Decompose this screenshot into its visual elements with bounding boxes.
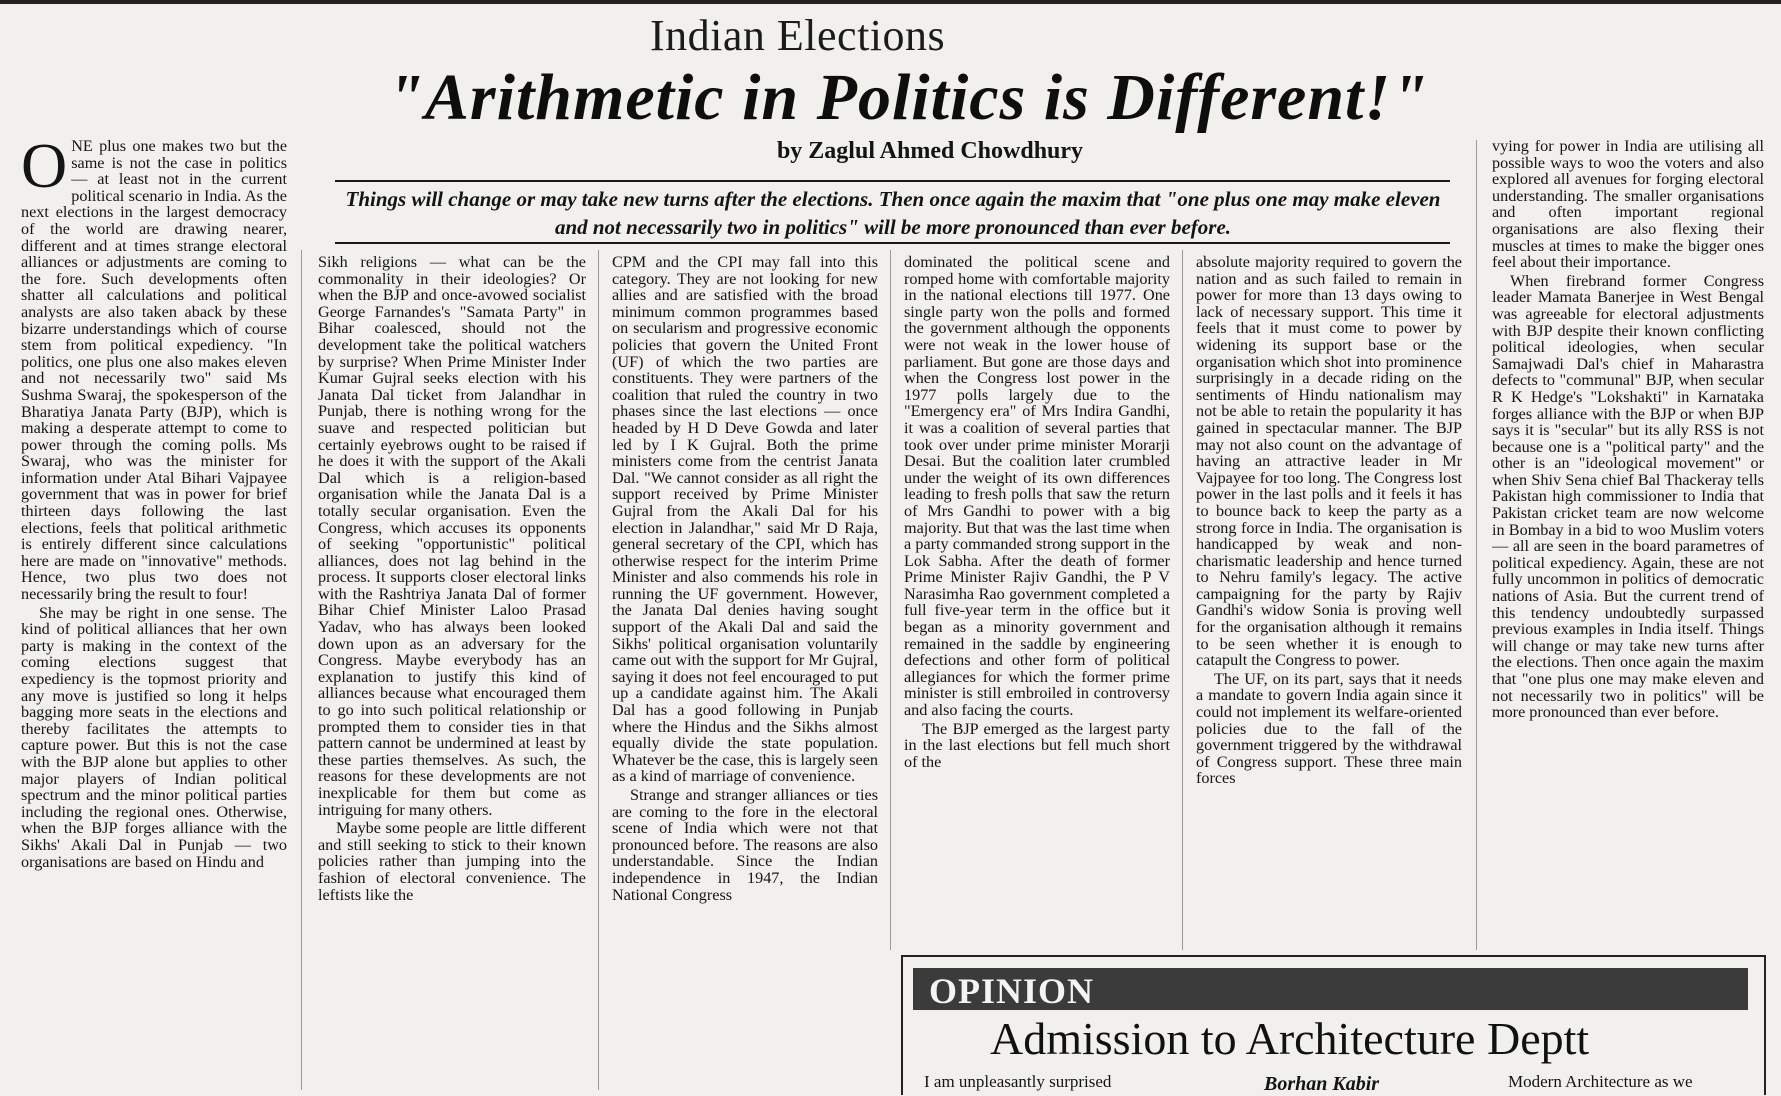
dropcap: O — [21, 138, 68, 201]
opinion-label: OPINION — [929, 971, 1095, 1011]
deck-summary: Things will change or may take new turns after the elections. Then once again the maxim that "one plus one may make eleven and not necessarily two in politics" will be more pronounced than ever before. — [345, 187, 1441, 239]
opinion-text-right: Modern Architecture as we — [1508, 1072, 1693, 1091]
column-1-paragraph: She may be right in one sense. The kind of political alliances that her own party is making in the context of the coming elections suggest that expediency is the topmost priority and any move is justified so long it helps bagging more seats in the elections and thereby facilitates the attempts to capture power. But this is not the case with the BJP alone but applies to other major players of Indian political spectrum and the minor political parties including the regional ones. Otherwise, when the BJP forges alliance with the Sikhs' Akali Dal in Punjab — two organisations are based on Hindu and — [21, 603, 287, 871]
column-1-paragraph-1-text: NE plus one makes two but the same is not the case in politics — at least not in the current political scenario in India. As the next elections in the largest democracy of the world are drawing nearer, different and at times strange electoral alliances or adjustments are coming to the fore. Such developments often shatter all calculations and political analysts are also taken aback by these bizarre understandings which of course stem from political expediency. "In politics, one plus one also makes eleven and not necessarily two" said Ms Sushma Swaraj, the spokesperson of the Bharatiya Janata Party (BJP), which is making a desperate attempt to come to power through the coming polls. Ms Swaraj, who was the minister for information under Atal Bihari Vajpayee government that was in power for brief thirteen days following the last elections, feels that political arithmetic is entirely different since calculations here are made on "innovative" methods. Hence, two plus two does not necessarily bring the result to four! — [21, 138, 287, 604]
opinion-banner — [913, 968, 1748, 1010]
column-2-paragraph: Sikh religions — what can be the commonality in their ideologies? Or when the BJP and once-avowed socialist George Farnandes's "Samata Party" in Bihar coalesced, should not the development take the political watchers by surprise? When Prime Minister Inder Kumar Gujral seeks election with his Janata Dal ticket from Jalandhar in Punjab, there is nothing wrong for the suave and respected politician but certainly eyebrows ought to be raised if he does it with the support of the Akali Dal which is a religion-based organisation while the Janata Dal is a totally secular organisation. Even the Congress, which accuses its opponents of seeking "opportunistic" political alliances, does not lag behind in the process. It supports closer electoral links with the Rashtriya Janata Dal of former Bihar Chief Minister Laloo Prasad Yadav, who has always been looked down upon as an adversary for the Congress. Maybe everybody has an explanation to justify this kind of alliances because what encouraged them to go into such political relationship or prompted them to consider ties in that pattern cannot be undermined at least by these parties themselves. As such, the reasons for these developments are not inexplicable for them but come as intriguing for many others. — [318, 254, 586, 819]
section-kicker: Indian Elections — [650, 11, 946, 60]
column-divider — [1182, 250, 1183, 950]
column-4-paragraph: dominated the political scene and romped home with comfortable majority in the national elections till 1977. One single party won the polls and formed the government although the opponents were not weak in the lower house of parliament. But gone are those days and when the Congress lost power in the 1977 polls largely due to the "Emergency era" of Mrs Indira Gandhi, it was a coalition of several parties that took over under prime minister Morarji Desai. But the coalition later crumbled under the weight of its own differences leading to fresh polls that saw the return of Mrs Gandhi to power with a big majority. But that was the last time when a party commanded strong support in the Lok Sabha. After the death of former Prime Minister Rajiv Gandhi, the P V Narasimha Rao government completed a full five-year term in the office but it began as a minority government and remained in the saddle by engineering defections and other form of political allegiances for which the former prime minister is still embroiled in controversy and also facing the courts. — [904, 254, 1170, 720]
top-rule — [0, 0, 1781, 4]
deck-rule-bottom — [335, 242, 1450, 244]
headline: "Arithmetic in Politics is Different!" — [387, 61, 1429, 134]
column-6-paragraph: vying for power in India are utilising all possible ways to woo the voters and also explored all avenues for forging electoral understanding. The smaller organisations and often important regional organisations are also flexing their muscles at times to make the bigger ones feel about their importance. — [1492, 138, 1764, 272]
column-2-paragraph: Maybe some people are little different and still seeking to stick to their known policies rather than jumping into the fashion of electoral convenience. The leftists like the — [318, 819, 586, 904]
opinion-title: Admission to Architecture Deptt — [990, 1013, 1590, 1064]
column-3-paragraph: CPM and the CPI may fall into this category. They are not looking for new allies and are satisfied with the broad minimum common programmes based on secularism and progressive economic policies that govern the United Front (UF) of which the two parties are constituents. They were partners of the coalition that ruled the country in two phases since the last elections — once headed by H D Deve Gowda and later led by I K Gujral. Both the prime ministers come from the centrist Janata Dal. "We cannot consider as all right the support received by Prime Minister Gujral from the Akali Dal for his election in Jalandhar," said Mr D Raja, general secretary of the CPI, which has otherwise respect for the interim Prime Minister and also commends his role in running the UF government. However, the Janata Dal denies having sought support of the Akali Dal and said the Sikhs' political organisation voluntarily came out with the support for Mr Gujral, saying it does not feel encouraged to put up a candidate against him. The Akali Dal has a good following in Punjab where the Hindus and the Sikhs almost equally divide the state population. Whatever be the case, this is largely seen as a kind of marriage of convenience. — [612, 254, 878, 786]
article-column-6 — [1492, 138, 1764, 948]
column-divider — [598, 250, 599, 1090]
column-4-paragraph: The BJP emerged as the largest party in the last elections but fell much short of the — [904, 719, 1170, 771]
opinion-text-left: I am unpleasantly surprised — [924, 1072, 1112, 1091]
column-5-paragraph: absolute majority required to govern the nation and as such failed to remain in power for more than 13 days owing to lack of necessary support. This time it feels that it must come to power by widening its support base or the organisation which shot into prominence surprisingly in a decade riding on the sentiments of Hindu nationalism may not be able to retain the popularity it has gained in spectacular manner. The BJP may not also count on the advantage of having an attractive leader in Mr Vajpayee for too long. The Congress lost power in the last polls and it feels it has to bounce back to keep the party as a strong force in India. The organisation is handicapped by weak and non-charismatic leadership and hence turned to Nehru family's legacy. The active campaigning for the party by Rajiv Gandhi's widow Sonia is proving well for the organisation although it remains to be seen whether it is enough to catapult the Congress to power. — [1196, 254, 1462, 670]
deck-rule-top — [335, 180, 1450, 182]
column-6-paragraph: When firebrand former Congress leader Mamata Banerjee in West Bengal was agreeable for electoral adjustments with BJP despite their known conflicting political ideologies, when secular Samajwadi Dal's chief in Maharastra defects to "communal" BJP, when secular R K Hedge's "Lokshakti" in Karnataka forges alliance with the BJP or when BJP says it is "secular" but its ally RSS is not because one is a "political party" and the other is an "ideological movement" or when Shiv Sena chief Bal Thackeray tells Pakistan high commissioner to India that Pakistan cricket team are now welcome in Bombay in a bid to woo Muslim voters — all are seen in the board parametres of political expediency. Again, these are not fully uncommon in politics of democratic nations of Asia. But the current trend of this tendency undoubtedly surpassed previous examples in India itself. Things will change or may take new turns after the elections. Then once again the maxim that "one plus one may make eleven and not necessarily two in politics" will be more pronounced than ever before. — [1492, 271, 1764, 722]
article-column-5 — [1196, 254, 1462, 944]
column-1-paragraph — [21, 138, 287, 603]
column-5-paragraph: The UF, on its part, says that it needs a mandate to govern India again since it could not implement its welfare-oriented policies due to the fall of the government triggered by the withdrawal of Congress support. These three main forces — [1196, 669, 1462, 788]
byline: by Zaglul Ahmed Chowdhury — [776, 138, 1084, 164]
article-column-3 — [612, 254, 878, 1069]
article-column-1 — [21, 138, 287, 1088]
article-column-4 — [904, 254, 1170, 944]
column-divider — [890, 250, 891, 950]
opinion-author: Borhan Kabir — [1264, 1073, 1380, 1095]
article-column-2 — [318, 254, 586, 1069]
column-divider — [301, 250, 302, 1090]
column-divider — [1476, 140, 1477, 950]
column-3-paragraph: Strange and stranger alliances or ties are coming to the fore in the electoral scene of India which were not that pronounced before. The reasons are also understandable. Since the Indian independence in 1947, the Indian National Congress — [612, 786, 878, 904]
